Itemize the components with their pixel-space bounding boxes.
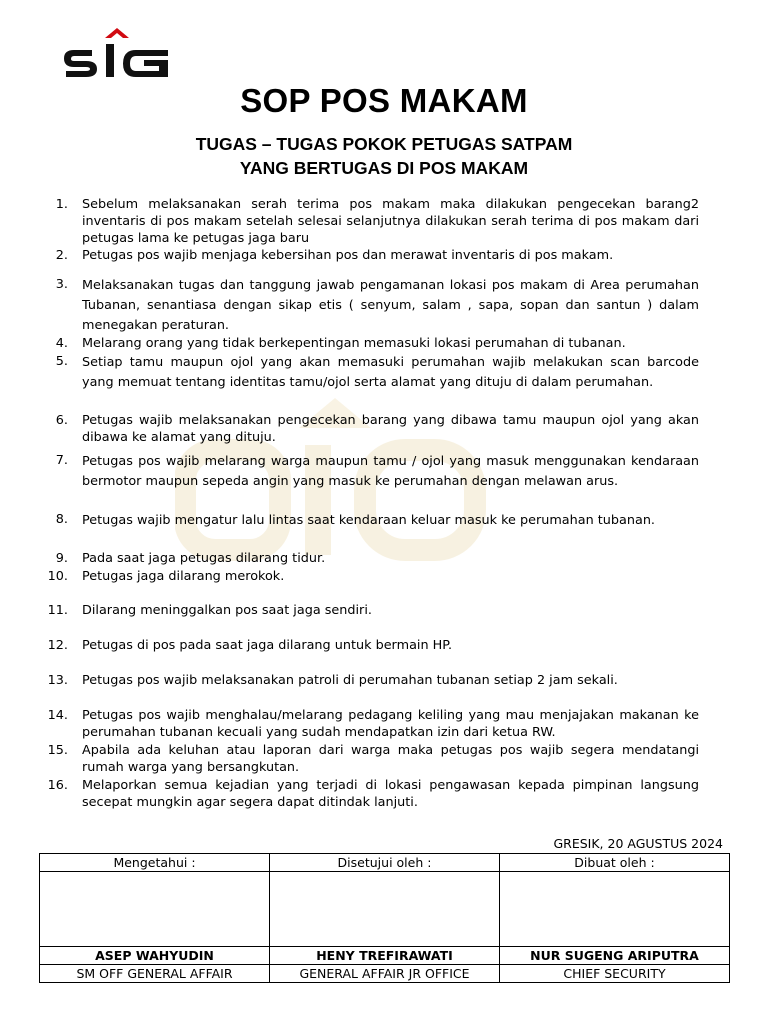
document-date: GRESIK, 20 AGUSTUS 2024 [553,836,723,851]
item-text: Petugas pos wajib menghalau/melarang pedagang keliling yang mau menjajakan makanan ke perumahan tubanan kecuali yang sudah mendapatkan izin dari ketua RW. [82,708,699,740]
item-number: 7. [55,453,68,468]
item-text: Sebelum melaksanakan serah terima pos makam maka dilakukan pengecekan barang2 inventaris di pos makam setelah selesai selanjutnya dilakukan serah terima di pos makam dari petugas lama ke petugas jaga baru [82,197,699,246]
item-text: Melaporkan semua kejadian yang terjadi di lokasi pengawasan kepada pimpinan langsung secepat mungkin agar segera dapat ditindak lanjuti. [82,778,699,810]
signatory-name: ASEP WAHYUDIN [40,947,270,965]
signature-table [39,853,730,983]
item-text: Petugas wajib mengatur lalu lintas saat kendaraan keluar masuk ke perumahan tubanan. [82,513,656,528]
signatory-name-row [40,947,730,965]
header-approved: Disetujui oleh : [270,854,500,872]
document-title: SOP POS MAKAM [240,82,528,119]
item-text: Apabila ada keluhan atau laporan dari warga maka petugas pos wajib segera mendatangi rumah warga yang bersangkutan. [82,743,699,775]
item-text: Melarang orang yang tidak berkepentingan memasuki lokasi perumahan di tubanan. [82,336,626,351]
signature-box [500,872,730,947]
signature-space-row [40,872,730,947]
item-text: Melaksanakan tugas dan tanggung jawab pengamanan lokasi pos makam di Area perumahan Tubanan, senantiasa dengan sikap etis ( senyum, salam , sapa, sopan dan santun ) dalam menegakan peraturan. [82,278,699,333]
item-text: Petugas wajib melaksanakan pengecekan barang yang dibawa tamu maupun ojol yang akan dibawa ke alamat yang dituju. [82,413,699,445]
item-number: 9. [55,551,68,566]
item-number: 15. [47,743,68,758]
item-number: 12. [47,638,68,653]
item-text: Petugas pos wajib melaksanakan patroli di perumahan tubanan setiap 2 jam sekali. [82,673,618,688]
signatory-role: CHIEF SECURITY [500,965,730,983]
sig-logo [64,28,170,80]
item-number: 16. [47,778,68,793]
signatory-role: GENERAL AFFAIR JR OFFICE [270,965,500,983]
item-number: 11. [47,603,68,618]
item-number: 5. [55,354,68,369]
item-number: 8. [55,512,68,527]
header-acknowledged: Mengetahui : [40,854,270,872]
item-text: Petugas pos wajib menjaga kebersihan pos dan merawat inventaris di pos makam. [82,248,614,263]
signature-header-row [40,854,730,872]
item-number: 3. [55,277,68,292]
signatory-name: HENY TREFIRAWATI [270,947,500,965]
signatory-role-row [40,965,730,983]
subtitle-line-1: TUGAS – TUGAS POKOK PETUGAS SATPAM [195,134,573,154]
item-number: 2. [55,248,68,263]
item-text: Petugas jaga dilarang merokok. [82,569,285,584]
item-number: 14. [47,708,68,723]
signatory-name: NUR SUGENG ARIPUTRA [500,947,730,965]
item-text: Pada saat jaga petugas dilarang tidur. [82,551,326,566]
signatory-role: SM OFF GENERAL AFFAIR [40,965,270,983]
subtitle-line-2: YANG BERTUGAS DI POS MAKAM [239,158,529,178]
item-text: Setiap tamu maupun ojol yang akan memasuki perumahan wajib melakukan scan barcode yang memuat tentang identitas tamu/ojol serta alamat yang dituju di dalam perumahan. [82,355,699,390]
item-number: 10. [47,569,68,584]
item-number: 6. [55,413,68,428]
item-number: 4. [55,336,68,351]
header-prepared: Dibuat oleh : [500,854,730,872]
document-subtitle [0,132,768,180]
signature-box [40,872,270,947]
item-text: Petugas pos wajib melarang warga maupun tamu / ojol yang masuk menggunakan kendaraan bermotor maupun sepeda angin yang masuk ke perumahan dengan melawan arus. [82,454,699,489]
signature-box [270,872,500,947]
item-number: 13. [47,673,68,688]
item-number: 1. [55,197,68,212]
item-text: Petugas di pos pada saat jaga dilarang untuk bermain HP. [82,638,453,653]
item-text: Dilarang meninggalkan pos saat jaga sendiri. [82,603,372,618]
